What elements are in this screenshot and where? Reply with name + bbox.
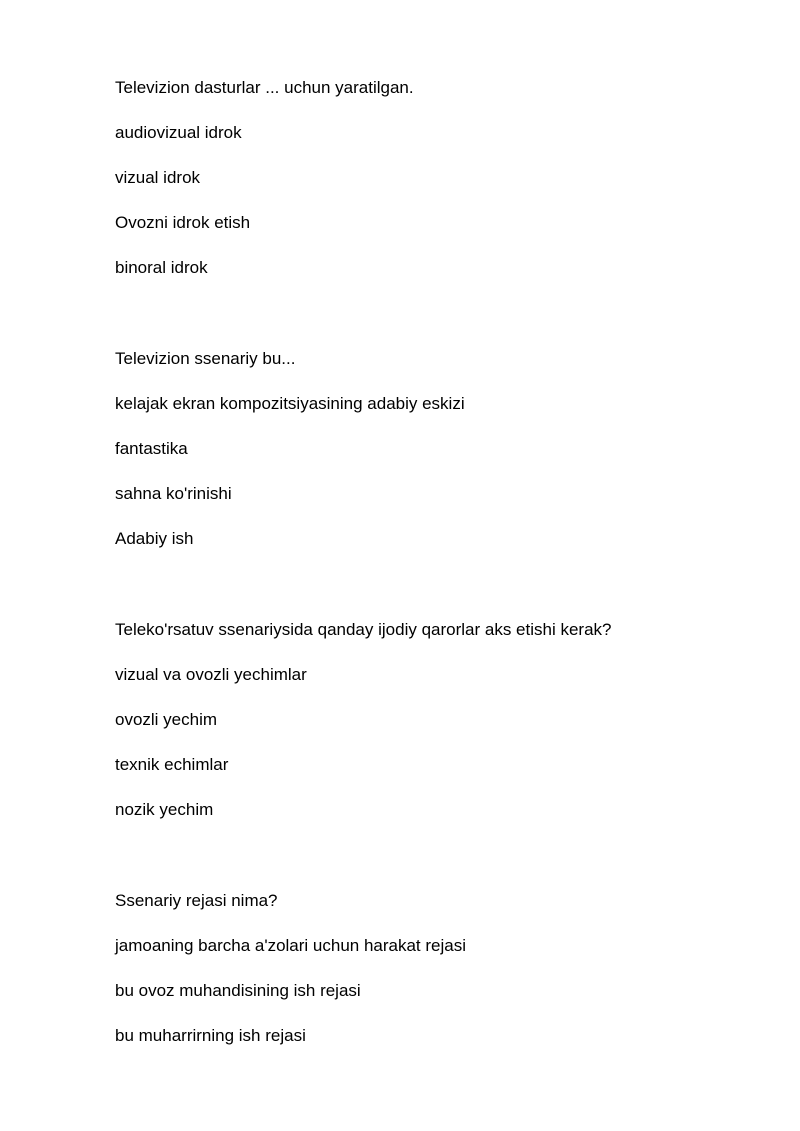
answer-option: ovozli yechim bbox=[115, 710, 218, 729]
question-text: Teleko'rsatuv ssenariysida qanday ijodiy qarorlar aks etishi kerak? bbox=[115, 620, 612, 639]
answer-option: bu muharrirning ish rejasi bbox=[115, 1026, 306, 1045]
answer-option: kelajak ekran kompozitsiyasining adabiy eskizi bbox=[115, 394, 465, 413]
answer-option: Ovozni idrok etish bbox=[115, 213, 251, 232]
question-text: Ssenariy rejasi nima? bbox=[115, 891, 278, 910]
answer-option: vizual va ovozli yechimlar bbox=[115, 665, 307, 684]
answer-option: Adabiy ish bbox=[115, 529, 194, 548]
answer-option: fantastika bbox=[115, 439, 188, 458]
answer-option: bu ovoz muhandisining ish rejasi bbox=[115, 981, 361, 1000]
answer-option: vizual idrok bbox=[115, 168, 201, 187]
question-text: Televizion dasturlar ... uchun yaratilgan. bbox=[115, 78, 414, 97]
answer-option: binoral idrok bbox=[115, 258, 208, 277]
answer-option: audiovizual idrok bbox=[115, 123, 242, 142]
question-text: Televizion ssenariy bu... bbox=[115, 349, 296, 368]
answer-option: sahna ko'rinishi bbox=[115, 484, 232, 503]
answer-option: nozik yechim bbox=[115, 800, 214, 819]
answer-option: texnik echimlar bbox=[115, 755, 229, 774]
answer-option: jamoaning barcha a'zolari uchun harakat rejasi bbox=[115, 936, 467, 955]
